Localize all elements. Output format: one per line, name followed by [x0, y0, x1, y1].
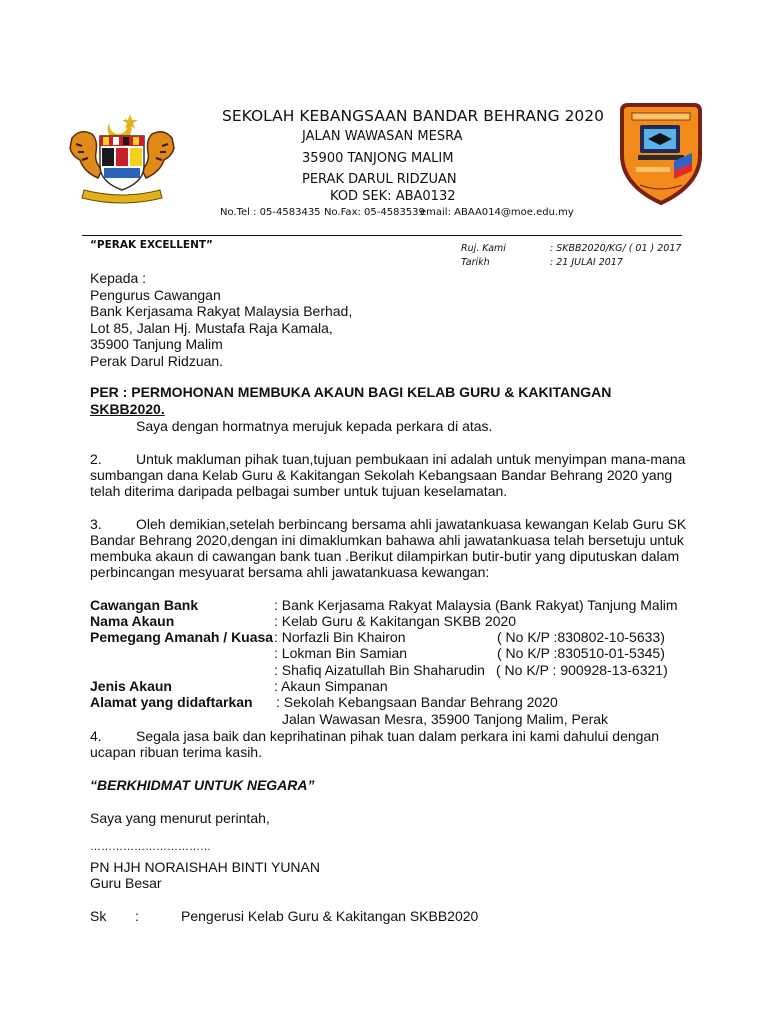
slogan: “PERAK EXCELLENT” — [90, 239, 213, 251]
paragraph-4-line: ucapan ribuan terima kasih. — [90, 744, 262, 760]
recipient-line: Pengurus Cawangan — [90, 286, 221, 303]
paragraph-2-line: Untuk makluman pihak tuan,tujuan pembukaan ini adalah untuk menyimpan mana-mana — [136, 451, 686, 467]
paragraph-4-line: Segala jasa baik dan keprihatinan pihak tuan dalam perkara ini kami dahului dengan — [136, 728, 660, 744]
address-line-2: 35900 TANJONG MALIM — [302, 151, 454, 166]
paragraph-4-number: 4. — [90, 728, 102, 744]
trustee-ic-number: ( No K/P :830510-01-5345) — [497, 645, 665, 661]
signatory-title: Guru Besar — [90, 875, 162, 891]
cc-label: Sk — [90, 908, 107, 924]
reference-value: : SKBB2020/KG/ ( 01 ) 2017 — [550, 243, 682, 254]
paragraph-3-line: perbincangan mesyuarat bersama ahli jawatankuasa kewangan: — [90, 564, 490, 580]
header-divider — [82, 235, 682, 236]
paragraph-1: Saya dengan hormatnya merujuk kepada perkara di atas. — [136, 418, 493, 434]
address-line-3: PERAK DARUL RIDZUAN — [302, 172, 457, 187]
date-label: Tarikh — [461, 257, 490, 268]
recipient-block — [90, 270, 352, 369]
paragraph-3-number: 3. — [90, 516, 102, 532]
trustee-name: : Norfazli Bin Khairon — [274, 629, 406, 645]
detail-value-account-name: : Kelab Guru & Kakitangan SKBB 2020 — [274, 613, 517, 629]
trustee-ic-number: ( No K/P : 900928-13-6321) — [496, 662, 668, 678]
paragraph-2-number: 2. — [90, 451, 102, 467]
recipient-line: Perak Darul Ridzuan. — [90, 352, 224, 369]
address-line-1: JALAN WAWASAN MESRA — [302, 129, 463, 144]
subject-line-2: SKBB2020. — [90, 401, 165, 417]
telephone-number: No.Tel : 05-4583435 — [220, 207, 321, 218]
trustee-name: : Shafiq Aizatullah Bin Shaharudin — [274, 662, 485, 678]
detail-label-account-type: Jenis Akaun — [90, 678, 172, 694]
detail-label-branch: Cawangan Bank — [90, 597, 199, 613]
recipient-line: Lot 85, Jalan Hj. Mustafa Raja Kamala, — [90, 319, 333, 336]
paragraph-3-line: membuka akaun di cawangan bank tuan .Berikut dilampirkan butir-butir yang diputuskan dalam — [90, 548, 680, 564]
closing-phrase: Saya yang menurut perintah, — [90, 810, 270, 826]
paragraph-3-line: Bandar Behrang 2020,dengan ini dimaklumkan bahawa ahli jawatankuasa telah bersetuju untuk — [90, 532, 684, 548]
recipient-line: Bank Kerjasama Rakyat Malaysia Berhad, — [90, 303, 353, 319]
recipient-line: 35900 Tanjung Malim — [90, 336, 223, 352]
detail-value-account-type: : Akaun Simpanan — [274, 678, 388, 694]
detail-label-registered-address: Alamat yang didaftarkan — [90, 694, 253, 710]
motto: “BERKHIDMAT UNTUK NEGARA” — [90, 777, 315, 793]
detail-label-account-name: Nama Akaun — [90, 613, 175, 629]
detail-value-branch: : Bank Kerjasama Rakyat Malaysia (Bank Rakyat) Tanjung Malim — [274, 597, 678, 613]
signature-line: …………………………… — [90, 841, 211, 853]
school-name: SEKOLAH KEBANGSAAN BANDAR BEHRANG 2020 — [222, 107, 605, 125]
detail-label-trustees: Pemegang Amanah / Kuasa — [90, 629, 274, 645]
paragraph-3-line: Oleh demikian,setelah berbincang bersama ahli jawatankuasa kewangan Kelab Guru SK — [136, 516, 687, 532]
paragraph-2-line: telah diterima daripada pelbagai sumber untuk tujuan keselamatan. — [90, 483, 508, 499]
signatory-name: PN HJH NORAISHAH BINTI YUNAN — [90, 859, 320, 875]
recipient-line: Kepada : — [90, 270, 147, 286]
cc-value: Pengerusi Kelab Guru & Kakitangan SKBB2020 — [181, 908, 479, 924]
reference-label: Ruj. Kami — [461, 243, 506, 254]
paragraph-2-line: sumbangan dana Kelab Guru & Kakitangan Sekolah Kebangsaan Bandar Behrang 2020 yang — [90, 467, 673, 483]
trustee-name: : Lokman Bin Samian — [274, 645, 408, 661]
detail-value-address-line-2: Jalan Wawasan Mesra, 35900 Tanjong Malim, Perak — [282, 711, 609, 727]
detail-value-address-line-1: : Sekolah Kebangsaan Bandar Behrang 2020 — [276, 694, 558, 710]
coat-of-arms-logo — [62, 108, 182, 204]
trustee-ic-number: ( No K/P :830802-10-5633) — [497, 629, 665, 645]
school-code: KOD SEK: ABA0132 — [330, 189, 456, 204]
cc-colon: : — [135, 908, 139, 924]
date-value: : 21 JULAI 2017 — [550, 257, 623, 268]
school-shield-logo — [618, 101, 704, 207]
subject-line-1: PER : PERMOHONAN MEMBUKA AKAUN BAGI KELAB GURU & KAKITANGAN — [90, 384, 612, 400]
fax-number: No.Fax: 05-4583539 — [324, 207, 425, 218]
email-address: email: ABAA014@moe.edu.my — [420, 207, 574, 218]
